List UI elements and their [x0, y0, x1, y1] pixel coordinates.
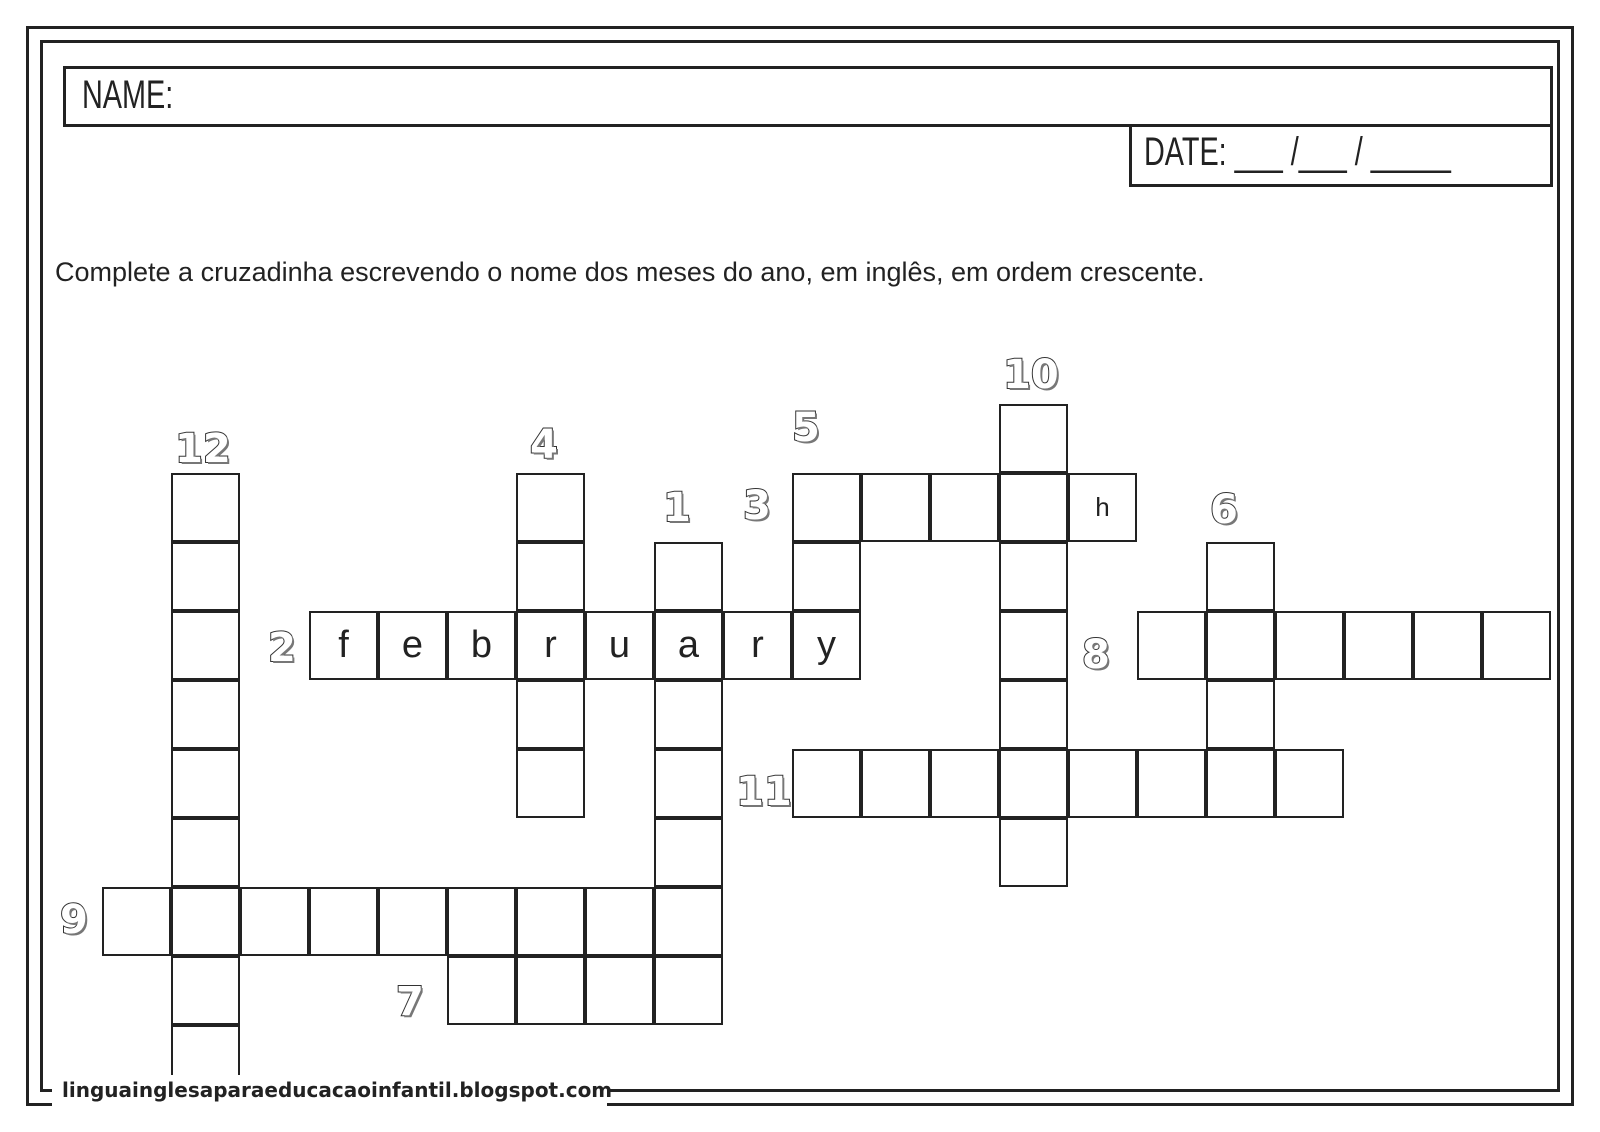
grid-cell[interactable] — [585, 887, 654, 956]
grid-cell[interactable] — [1344, 611, 1413, 680]
grid-cell[interactable] — [516, 956, 585, 1025]
grid-cell[interactable] — [999, 611, 1068, 680]
grid-cell[interactable] — [378, 887, 447, 956]
grid-cell-letter[interactable]: b — [447, 611, 516, 680]
grid-cell[interactable] — [1206, 749, 1275, 818]
clue-number-3: 3 — [743, 483, 771, 529]
clue-number-6: 6 — [1210, 487, 1238, 533]
grid-cell[interactable] — [999, 542, 1068, 611]
grid-cell[interactable] — [1206, 542, 1275, 611]
grid-cell-letter[interactable]: f — [309, 611, 378, 680]
grid-cell[interactable] — [171, 611, 240, 680]
clue-number-2: 2 — [268, 625, 296, 671]
grid-cell-letter[interactable]: u — [585, 611, 654, 680]
date-field-box[interactable] — [1129, 124, 1553, 187]
footer-url: linguainglesaparaeducacaoinfantil.blogspot.com — [62, 1078, 613, 1102]
grid-cell[interactable] — [102, 887, 171, 956]
grid-cell[interactable] — [447, 956, 516, 1025]
grid-cell[interactable] — [999, 680, 1068, 749]
grid-cell[interactable] — [171, 749, 240, 818]
grid-cell[interactable] — [654, 818, 723, 887]
grid-cell[interactable] — [999, 473, 1068, 542]
grid-cell[interactable] — [999, 404, 1068, 473]
grid-cell[interactable] — [1137, 611, 1206, 680]
grid-cell[interactable] — [171, 956, 240, 1025]
grid-cell[interactable] — [447, 887, 516, 956]
grid-cell[interactable] — [171, 473, 240, 542]
grid-cell[interactable] — [585, 956, 654, 1025]
grid-cell[interactable] — [516, 749, 585, 818]
grid-cell[interactable] — [1206, 680, 1275, 749]
name-field-box[interactable] — [63, 66, 1553, 127]
grid-cell[interactable] — [861, 473, 930, 542]
grid-cell-letter[interactable]: h — [1068, 473, 1137, 542]
grid-cell[interactable] — [654, 887, 723, 956]
grid-cell[interactable] — [930, 473, 999, 542]
grid-cell[interactable] — [1206, 611, 1275, 680]
grid-cell[interactable] — [999, 749, 1068, 818]
grid-cell[interactable] — [171, 887, 240, 956]
grid-cell[interactable] — [792, 473, 861, 542]
name-label: NAME: — [82, 73, 174, 117]
grid-cell-letter[interactable]: y — [792, 611, 861, 680]
clue-number-1: 1 — [663, 485, 691, 531]
grid-cell[interactable] — [171, 542, 240, 611]
grid-cell[interactable] — [1275, 611, 1344, 680]
grid-cell[interactable] — [792, 749, 861, 818]
grid-cell[interactable] — [240, 887, 309, 956]
grid-cell[interactable] — [861, 749, 930, 818]
clue-number-12: 12 — [175, 426, 231, 472]
grid-cell[interactable] — [516, 473, 585, 542]
clue-number-7: 7 — [396, 979, 424, 1025]
grid-cell[interactable] — [516, 542, 585, 611]
grid-cell[interactable] — [171, 818, 240, 887]
grid-cell-letter[interactable]: r — [516, 611, 585, 680]
grid-cell[interactable] — [1482, 611, 1551, 680]
grid-cell[interactable] — [1068, 749, 1137, 818]
grid-cell-letter[interactable]: a — [654, 611, 723, 680]
grid-cell[interactable] — [654, 680, 723, 749]
clue-number-9: 9 — [60, 897, 88, 943]
date-label: DATE: ___ /___ / _____ — [1144, 130, 1451, 174]
grid-cell[interactable] — [1137, 749, 1206, 818]
grid-cell-letter[interactable]: r — [723, 611, 792, 680]
clue-number-8: 8 — [1082, 632, 1110, 678]
grid-cell[interactable] — [1413, 611, 1482, 680]
clue-number-10: 10 — [1003, 352, 1059, 398]
clue-number-11: 11 — [736, 769, 792, 815]
instruction-text: Complete a cruzadinha escrevendo o nome dos meses do ano, em inglês, em ordem crescente. — [55, 257, 1205, 287]
grid-cell[interactable] — [930, 749, 999, 818]
grid-cell[interactable] — [516, 680, 585, 749]
grid-cell[interactable] — [309, 887, 378, 956]
grid-cell[interactable] — [171, 680, 240, 749]
grid-cell[interactable] — [1275, 749, 1344, 818]
grid-cell-letter[interactable]: e — [378, 611, 447, 680]
grid-cell[interactable] — [654, 542, 723, 611]
clue-number-4: 4 — [530, 422, 558, 468]
clue-number-5: 5 — [792, 405, 820, 451]
grid-cell[interactable] — [654, 749, 723, 818]
grid-cell[interactable] — [516, 887, 585, 956]
grid-cell[interactable] — [654, 956, 723, 1025]
grid-cell[interactable] — [792, 542, 861, 611]
grid-cell[interactable] — [999, 818, 1068, 887]
